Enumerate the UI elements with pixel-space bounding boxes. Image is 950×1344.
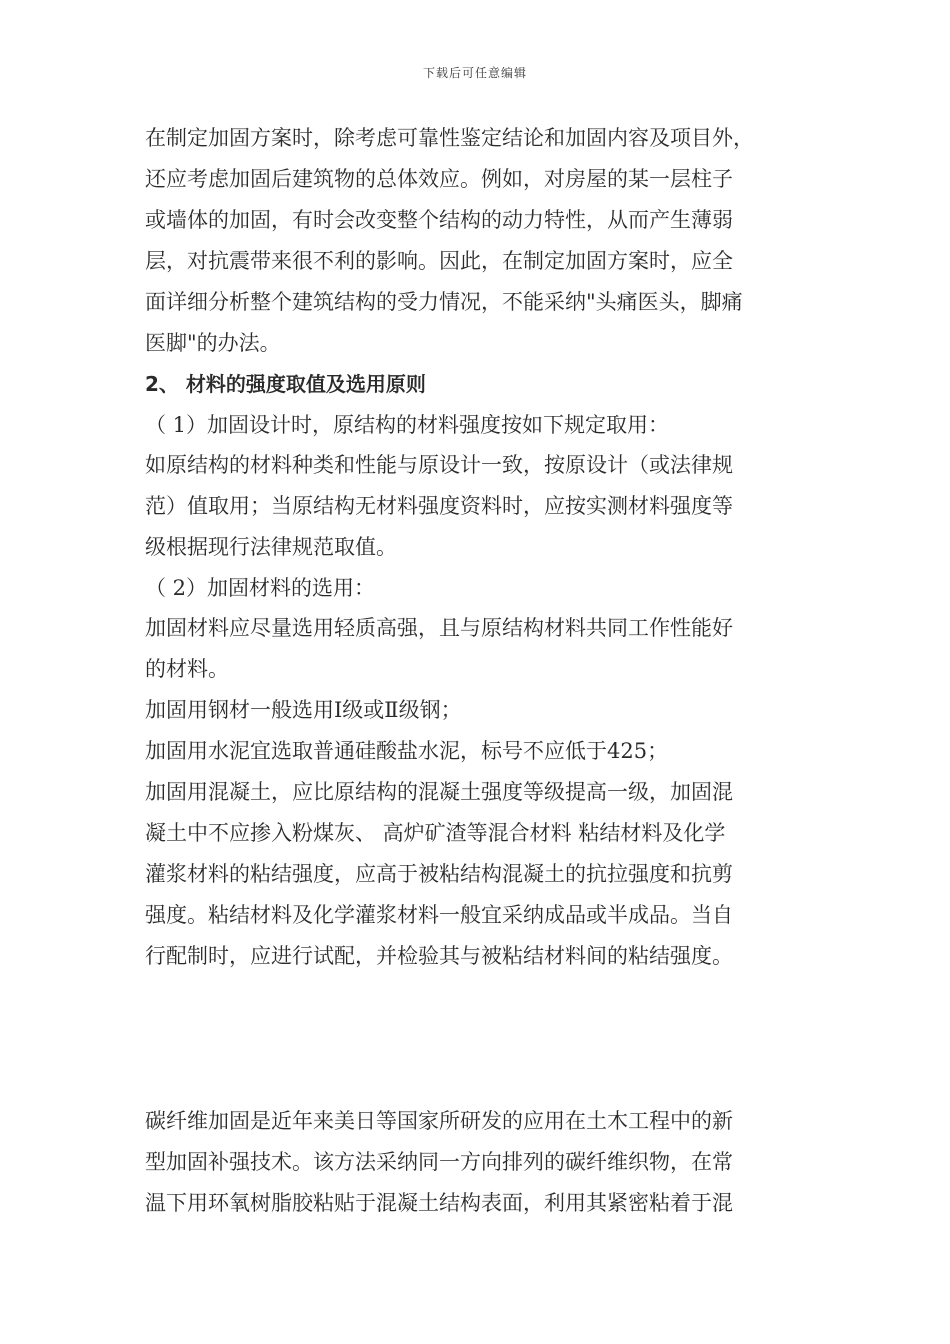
paragraph-line: 级根据现行法律规范取值。 bbox=[145, 535, 397, 559]
paragraph-line: 加固用水泥宜选取普通硅酸盐水泥，标号不应低于425； bbox=[145, 739, 669, 763]
paragraph-line: 型加固补强技术。该方法采纳同一方向排列的碳纤维织物，在常 bbox=[145, 1150, 733, 1174]
blank-space bbox=[145, 977, 810, 1101]
paragraph-line: 医脚"的办法。 bbox=[145, 331, 281, 355]
paragraph-line: 如原结构的材料种类和性能与原设计一致，按原设计（或法律规 bbox=[145, 453, 733, 477]
item-title: （ 1）加固设计时，原结构的材料强度按如下规定取用： bbox=[145, 413, 670, 437]
document-body bbox=[145, 118, 810, 1224]
paragraph-line: 温下用环氧树脂胶粘贴于混凝土结构表面，利用其紧密粘着于混 bbox=[145, 1191, 733, 1215]
paragraph-line: 碳纤维加固是近年来美日等国家所研发的应用在土木工程中的新 bbox=[145, 1109, 733, 1133]
paragraph-line: 层，对抗震带来很不利的影响。因此，在制定加固方案时，应全 bbox=[145, 249, 733, 273]
paragraph-line: 范）值取用；当原结构无材料强度资料时，应按实测材料强度等 bbox=[145, 494, 733, 518]
paragraph-line: 灌浆材料的粘结强度，应高于被粘结构混凝土的抗拉强度和抗剪 bbox=[145, 862, 733, 886]
paragraph-line: 强度。粘结材料及化学灌浆材料一般宜采纳成品或半成品。当自 bbox=[145, 903, 733, 927]
item-title: （ 2）加固材料的选用： bbox=[145, 576, 376, 600]
paragraph-line: 还应考虑加固后建筑物的总体效应。例如，对房屋的某一层柱子 bbox=[145, 167, 733, 191]
paragraph-line: 的材料。 bbox=[145, 657, 229, 681]
paragraph-line: 加固用钢材一般选用Ⅰ级或Ⅱ级钢； bbox=[145, 698, 462, 722]
page-header: 下载后可任意编辑 bbox=[422, 66, 527, 80]
paragraph-line: 行配制时，应进行试配，并检验其与被粘结材料间的粘结强度。 bbox=[145, 944, 733, 968]
paragraph-line: 或墙体的加固，有时会改变整个结构的动力特性，从而产生薄弱 bbox=[145, 208, 733, 232]
paragraph-line: 在制定加固方案时，除考虑可靠性鉴定结论和加固内容及项目外， bbox=[145, 126, 754, 150]
paragraph-line: 加固用混凝土，应比原结构的混凝土强度等级提高一级，加固混 bbox=[145, 780, 733, 804]
paragraph-line: 加固材料应尽量选用轻质高强，且与原结构材料共同工作性能好 bbox=[145, 616, 733, 640]
section-heading: 2、 材料的强度取值及选用原则 bbox=[145, 372, 426, 396]
paragraph-line: 凝土中不应掺入粉煤灰、 高炉矿渣等混合材料 粘结材料及化学 bbox=[145, 821, 726, 845]
paragraph-line: 面详细分析整个建筑结构的受力情况，不能采纳"头痛医头，脚痛 bbox=[145, 290, 743, 314]
